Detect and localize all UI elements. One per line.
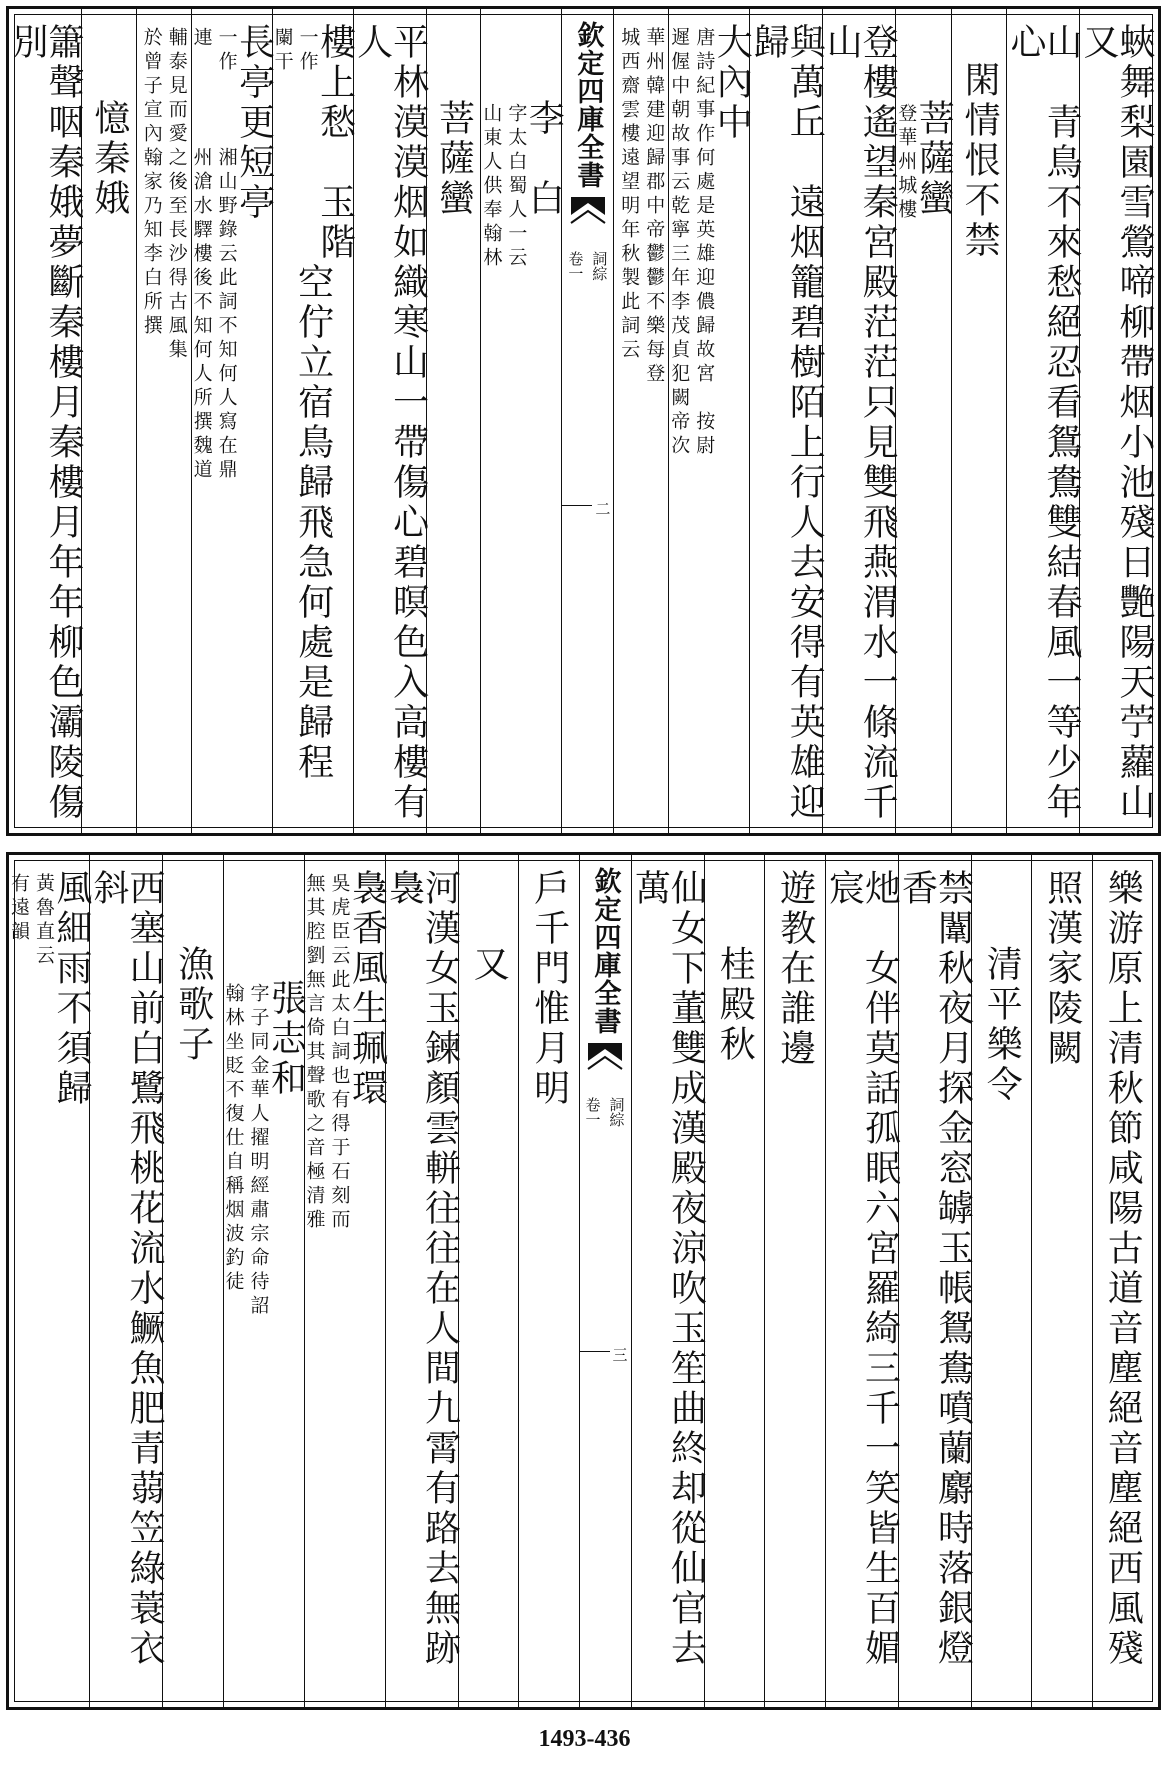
text-column (1005, 9, 1082, 833)
annotation (668, 27, 716, 459)
verse-line: 簫聲咽秦娥夢斷秦樓月秦樓月年年柳色灞陵傷別 (7, 23, 85, 823)
title-segment (895, 99, 955, 223)
verse-line: 仙女下董雙成漢殿夜涼吹玉笙曲終却從仙官去萬 (629, 869, 707, 1669)
verse-line: 風細雨不須歸 (51, 869, 92, 1109)
text-column (823, 855, 901, 1707)
page-top (6, 6, 1161, 836)
verse-line: 山 青鳥不來愁絕忍看鴛鴦雙結春風一等少年心 (1005, 23, 1082, 823)
verse-segment (190, 143, 275, 483)
annotation-line: 唐詩紀事作何處是英雄迎儂歸故宮 按尉 (693, 27, 716, 459)
annotation-line: 黃魯直云 (33, 873, 55, 969)
text-column (222, 855, 307, 1707)
center-fold (561, 9, 613, 833)
verse-line: 戶千門惟月明 (528, 869, 570, 1109)
verse-line: 閑情恨不禁 (959, 61, 1001, 261)
center-fold (579, 855, 631, 1707)
verse-line: 遊教在誰邊 (774, 869, 816, 1069)
annotation-line: 一作 (296, 27, 319, 75)
section-line: 詞綜 (590, 251, 609, 281)
annotation-line: 城西齋雲樓遠望明年秋製此詞云 (618, 27, 641, 363)
fish-tail-icon (571, 197, 605, 241)
annotation-line: 連 (190, 27, 213, 51)
annotation-line: 山東人供奉翰林 (480, 103, 503, 271)
annotation-line: 翰林坐貶不復仕自稱烟波釣徒 (222, 983, 245, 1295)
page-bottom (6, 852, 1161, 1710)
text-column (88, 855, 165, 1707)
verse-segment (271, 23, 356, 263)
annotation (273, 27, 317, 75)
annotation-line: 湘山野錄云此詞不知何人寫在鼎 (215, 147, 238, 483)
verse-line: 照漢家陵闕 (1041, 869, 1083, 1069)
text-column (821, 9, 899, 833)
verse-segment (303, 869, 388, 1233)
verse-line: 空佇立宿鳥歸飛急何處是歸程 (292, 263, 334, 783)
tune-title: 菩薩蠻 (913, 99, 955, 219)
text-column (1092, 855, 1153, 1707)
text-column (951, 9, 1006, 833)
author-segment (480, 99, 565, 271)
author-name: 張志和 (265, 979, 307, 1099)
annotation-line: 一作 (215, 27, 238, 75)
annotation-line: 字太白蜀人一云 (505, 103, 528, 271)
library-title: 欽定四庫全書 (572, 21, 604, 189)
annotation (618, 27, 666, 387)
verse-line: 河漢女玉鍊顏雲軿往往在人間九霄有路去無跡裊 (383, 869, 461, 1669)
text-column (351, 9, 429, 833)
section-label (565, 251, 610, 281)
section-line: 卷一 (583, 1097, 602, 1127)
text-column (7, 9, 85, 833)
tune-title: 又 (468, 945, 510, 985)
annotation-line: 吳虎臣云此太白詞也有得于石刻而 (328, 873, 351, 1233)
text-column (1078, 9, 1155, 833)
annotation (305, 873, 349, 1233)
text-column (613, 9, 668, 833)
verse-line: 登樓遙望秦宮殿茫茫只見雙飛燕渭水一條流千山 (821, 23, 899, 823)
annotation (224, 983, 268, 1319)
text-column (162, 855, 223, 1707)
annotation (9, 873, 53, 969)
verse-line: 長亭更 (233, 23, 275, 143)
annotation-line: 有遠韻 (8, 873, 30, 945)
verse-line: 禁闈秋夜月探金窓罅玉帳鴛鴦噴蘭麝時落銀燈香 (896, 869, 974, 1669)
annotation (192, 147, 236, 483)
text-column (190, 9, 275, 833)
section-label (583, 1097, 628, 1127)
tune-title: 清平樂令 (981, 945, 1023, 1105)
annotation (192, 27, 236, 75)
author-segment (222, 979, 307, 1319)
annotation-line: 字子同金華人擢明經肅宗命待詔 (247, 983, 270, 1319)
scan-page-reference: 1493-436 (538, 1726, 631, 1752)
text-column (271, 9, 356, 833)
text-column (1031, 855, 1092, 1707)
annotation-line: 輔泰見而愛之後至長沙得古風集 (165, 27, 188, 363)
verse-line: 裊香風生珮環 (346, 869, 388, 1109)
text-column (81, 9, 136, 833)
verse-segment (190, 23, 275, 143)
text-column (971, 855, 1032, 1707)
annotation-line: 華州韓建迎歸郡中帝鬱鬱不樂每登 (643, 27, 666, 387)
text-column (629, 855, 707, 1707)
tune-title: 桂殿秋 (714, 945, 756, 1065)
text-column (8, 855, 92, 1707)
section-line: 詞綜 (607, 1097, 626, 1127)
annotation-line: 於曾子宣內翰家乃知李白所撰 (140, 27, 163, 339)
verse-line: 西塞山前白鷺飛桃花流水鱖魚肥青蒻笠綠蓑衣斜 (88, 869, 165, 1669)
page-number: 三 (580, 1347, 631, 1362)
library-title: 欽定四庫全書 (589, 867, 621, 1035)
annotation (480, 103, 528, 271)
verse-line: 灺 女伴莫話孤眠六宮羅綺三千一笑皆生百媚宸 (823, 869, 901, 1669)
annotation-line: 遲偓中朝故事云乾寧三年李茂貞犯闕帝次 (668, 27, 691, 459)
text-column (704, 855, 765, 1707)
annotation-line: 闌干 (271, 27, 294, 75)
verse-line: 與萬丘 遠烟籠碧樹陌上行人去安得有英雄迎歸 (748, 23, 826, 823)
text-column (748, 9, 826, 833)
annotation-line: 州滄水驛樓後不知何人所撰魏道 (190, 147, 213, 483)
text-column (303, 855, 388, 1707)
annotation-line: 無其腔劉無言倚其聲歌之音極清雅 (303, 873, 326, 1233)
verse-segment (668, 23, 753, 459)
text-column (896, 855, 974, 1707)
verse-line: 平林漠漠烟如織寒山一帶傷心碧暝色入高樓有人 (351, 23, 429, 823)
verse-line: 樓上愁 玉階 (314, 23, 356, 263)
text-column (480, 9, 565, 833)
text-column (895, 9, 955, 833)
text-column (764, 855, 825, 1707)
section-line: 卷一 (566, 251, 585, 281)
text-column (426, 9, 481, 833)
author-name: 李 白 (523, 99, 565, 219)
text-column (136, 9, 191, 833)
text-column (668, 9, 753, 833)
tune-title: 菩薩蠻 (433, 99, 475, 219)
annotation-line: 登華州城樓 (895, 103, 918, 223)
text-column (383, 855, 461, 1707)
verse-line: 大內中 (711, 23, 753, 143)
verse-line: 短亭 (233, 143, 275, 223)
verse-line: 樂游原上清秋節咸陽古道音塵絕音塵絕西風殘 (1102, 869, 1144, 1669)
tune-title: 憶秦娥 (88, 99, 130, 219)
fish-tail-icon (588, 1043, 622, 1087)
verse-line: 蛺舞梨園雪鶯啼柳帶烟小池殘日艷陽天苧蘿山又 (1078, 23, 1155, 823)
text-column (458, 855, 519, 1707)
verse-segment (8, 869, 92, 1109)
page-number: 二 (562, 501, 613, 516)
text-column (518, 855, 579, 1707)
annotation (142, 27, 186, 363)
tune-title: 漁歌子 (172, 945, 214, 1065)
